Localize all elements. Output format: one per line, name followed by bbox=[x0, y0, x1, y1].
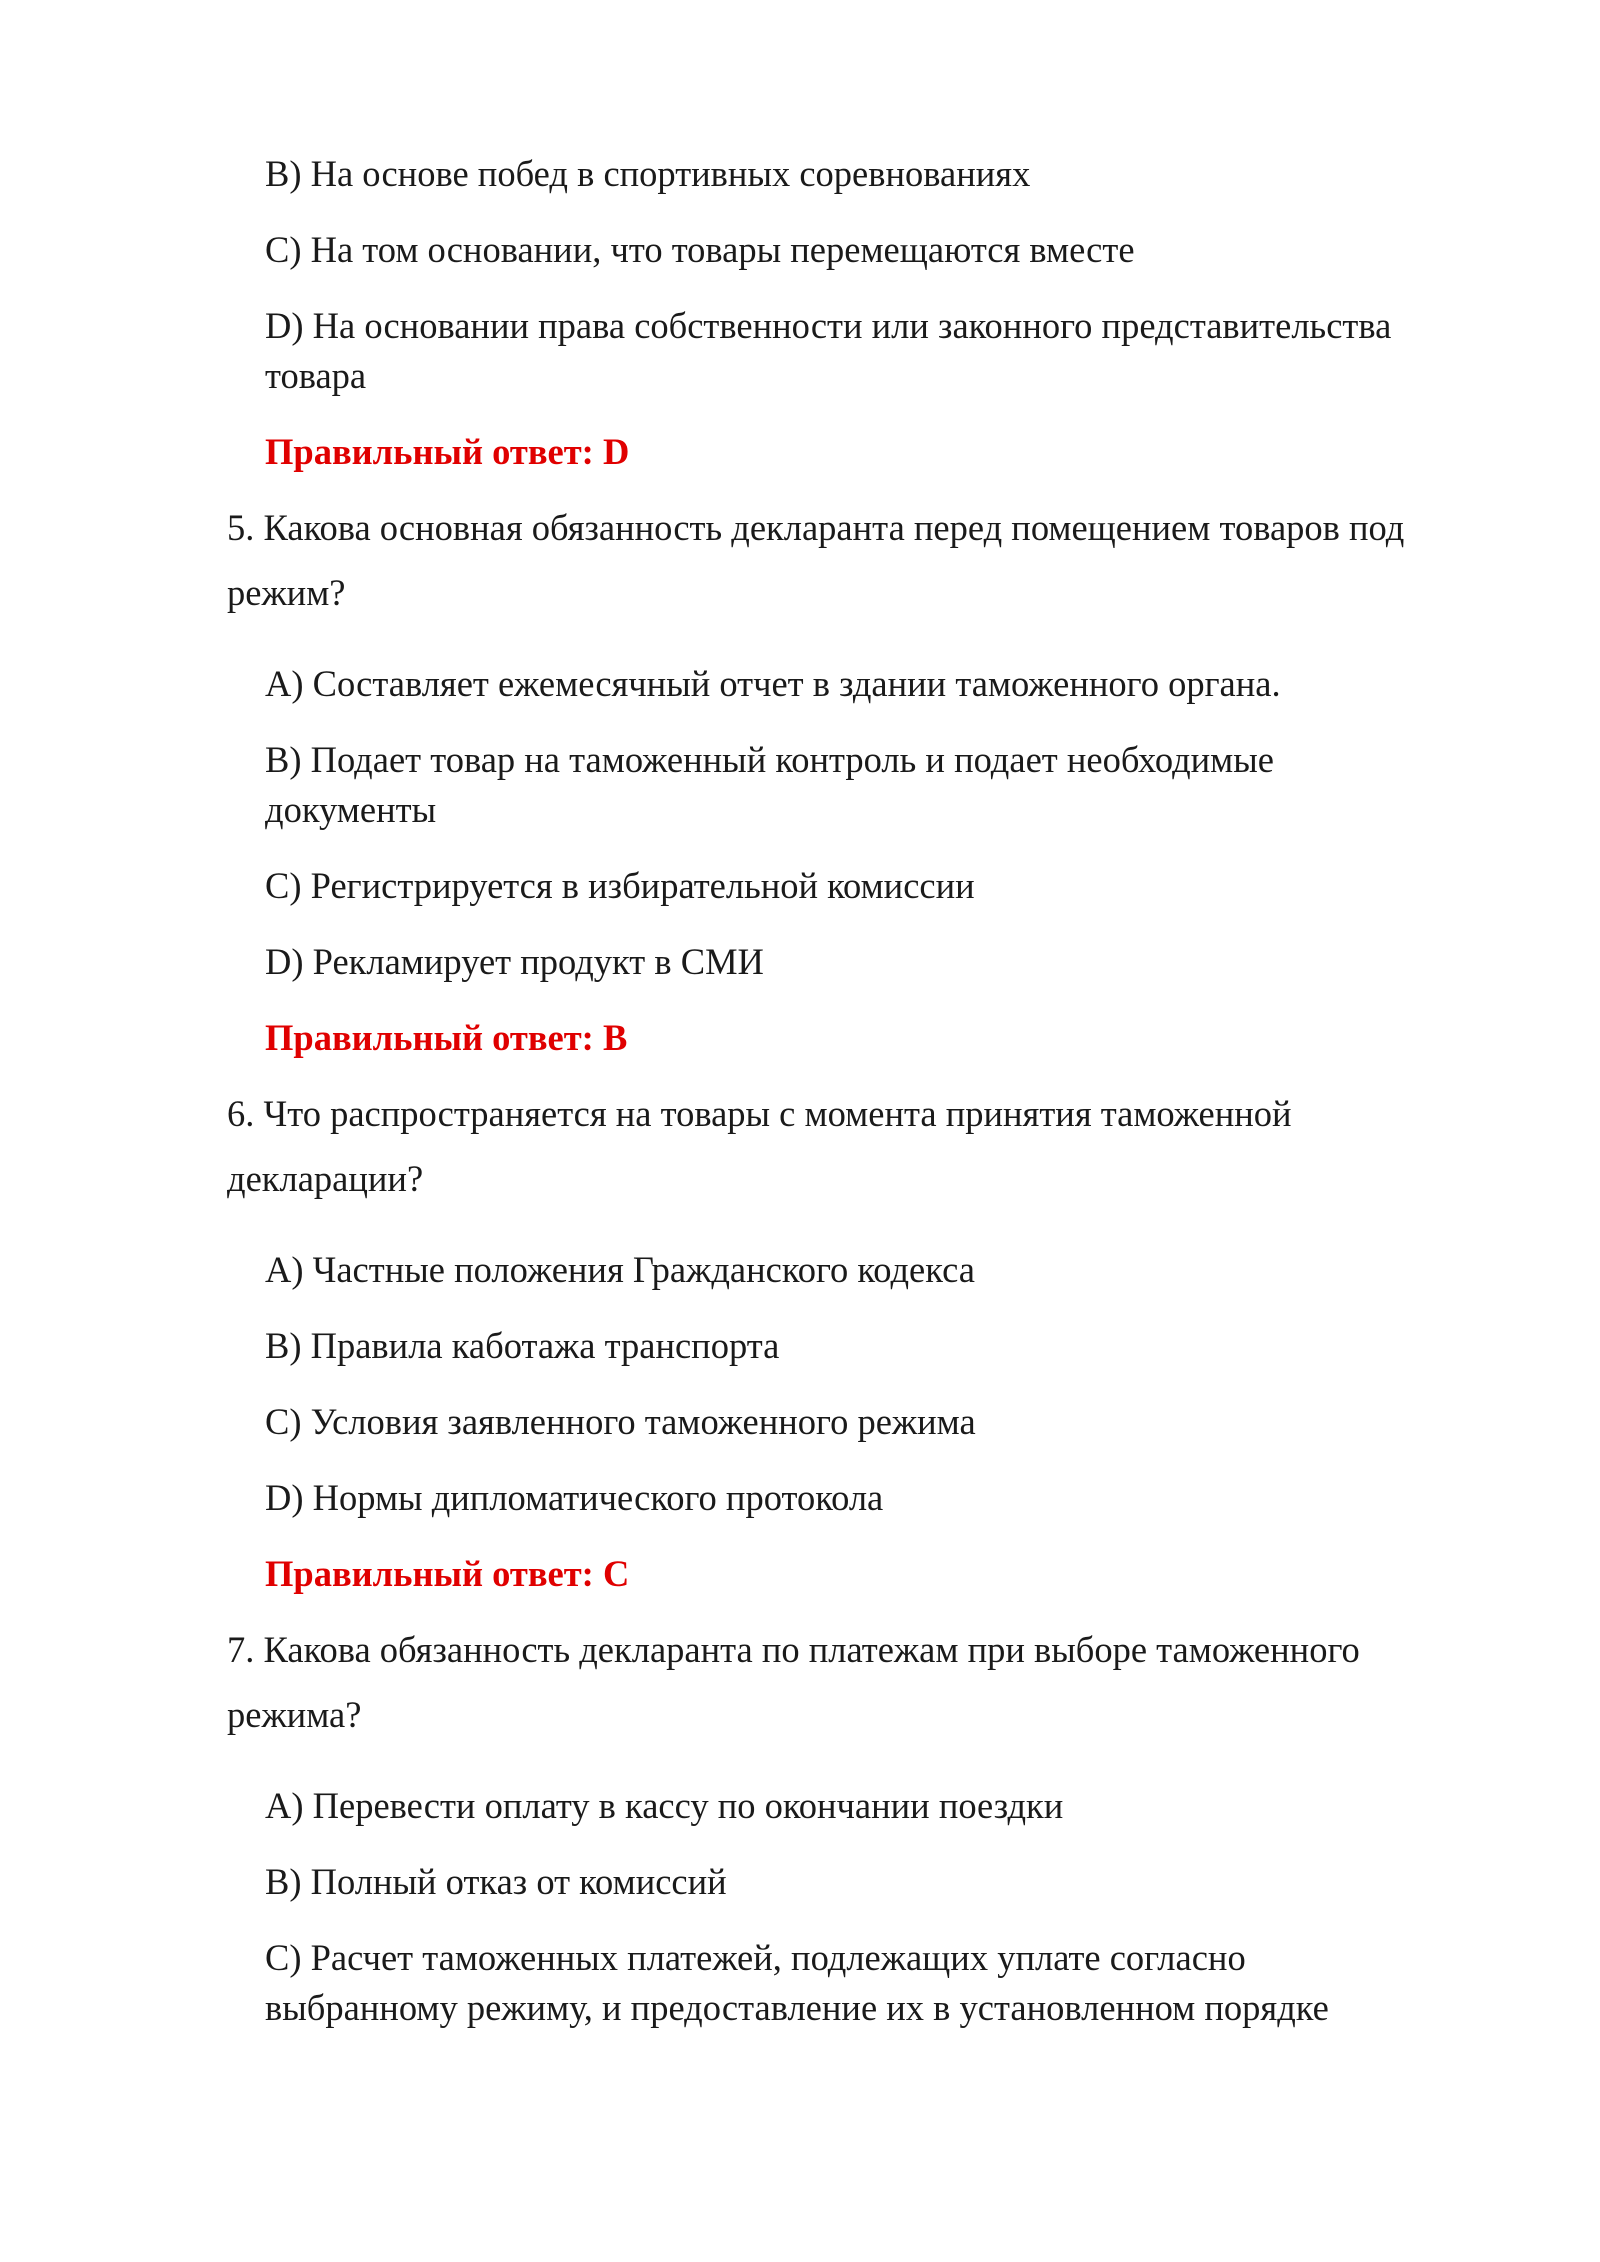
option-a: A) Составляет ежемесячный отчет в здании таможенного органа. bbox=[265, 663, 1281, 704]
option-b: B) Подает товар на таможенный контроль и подает необходимые bbox=[265, 739, 1275, 780]
question-text: 6. Что распространяется на товары с момента принятия таможенной bbox=[227, 1093, 1292, 1134]
correct-answer: Правильный ответ: D bbox=[265, 431, 630, 472]
option-c: C) Регистрируется в избирательной комиссии bbox=[265, 865, 975, 906]
option-d: D) На основании права собственности или законного представительства bbox=[265, 305, 1392, 346]
option-b-continued: документы bbox=[265, 789, 437, 830]
correct-answer: Правильный ответ: C bbox=[265, 1553, 630, 1594]
option-d: D) Нормы дипломатического протокола bbox=[265, 1477, 884, 1518]
option-c: C) Расчет таможенных платежей, подлежащих уплате согласно bbox=[265, 1937, 1246, 1978]
option-d: D) Рекламирует продукт в СМИ bbox=[265, 941, 764, 982]
option-c-continued: выбранному режиму, и предоставление их в установленном порядке bbox=[265, 1987, 1329, 2028]
question-text: 5. Какова основная обязанность декларанта перед помещением товаров под bbox=[227, 507, 1405, 548]
question-text-continued: декларации? bbox=[227, 1158, 424, 1199]
option-b: B) На основе побед в спортивных соревнованиях bbox=[265, 153, 1031, 194]
question-text-continued: режима? bbox=[227, 1694, 362, 1735]
correct-answer: Правильный ответ: B bbox=[265, 1017, 628, 1058]
question-text-continued: режим? bbox=[227, 572, 346, 613]
option-c: C) На том основании, что товары перемещаются вместе bbox=[265, 229, 1135, 270]
option-a: A) Частные положения Гражданского кодекса bbox=[265, 1249, 975, 1290]
question-text: 7. Какова обязанность декларанта по платежам при выборе таможенного bbox=[227, 1629, 1360, 1670]
option-a: A) Перевести оплату в кассу по окончании поездки bbox=[265, 1785, 1064, 1826]
option-d-continued: товара bbox=[265, 355, 367, 396]
option-b: B) Правила каботажа транспорта bbox=[265, 1325, 780, 1366]
option-c: C) Условия заявленного таможенного режима bbox=[265, 1401, 976, 1442]
option-b: B) Полный отказ от комиссий bbox=[265, 1861, 727, 1902]
